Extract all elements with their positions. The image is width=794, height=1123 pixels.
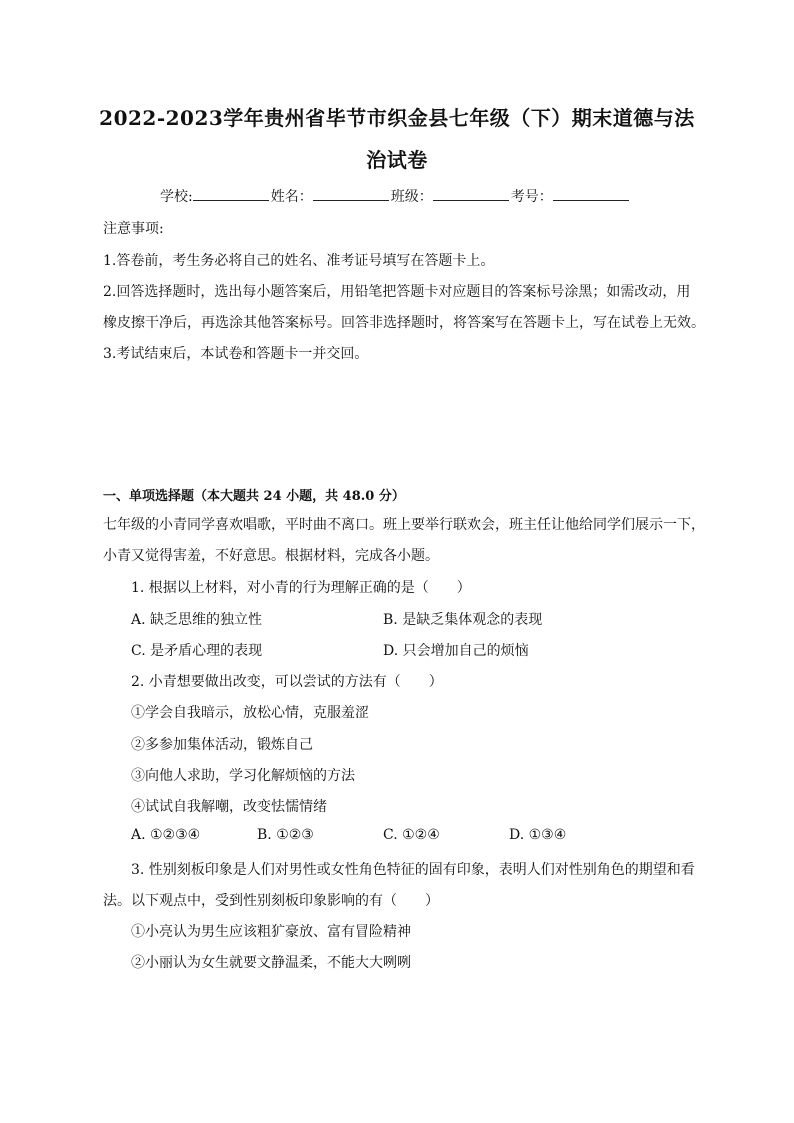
- q2-statement: ①学会自我暗示，放松心情，克服羞涩: [131, 705, 369, 721]
- notice-item: 1.答卷前，考生务必将自己的姓名、准考证号填写在答题卡上。: [103, 253, 495, 269]
- q2-option-b: B. ①②③: [257, 827, 314, 843]
- notice-item: 3.考试结束后，本试卷和答题卡一并交回。: [103, 346, 369, 362]
- question-3-stem: 法。以下观点中，受到性别刻板印象影响的有（ ）: [103, 893, 439, 909]
- name-blank: [313, 186, 389, 201]
- q3-statement: ①小亮认为男生应该粗犷豪放、富有冒险精神: [131, 924, 411, 940]
- q1-option-b: B. 是缺乏集体观念的表现: [383, 612, 543, 628]
- q2-option-a: A. ①②③④: [131, 827, 201, 843]
- question-2-stem: 2. 小青想要做出改变，可以尝试的方法有（ ）: [131, 674, 443, 690]
- q2-statement: ③向他人求助，学习化解烦恼的方法: [131, 768, 355, 784]
- q2-option-c: C. ①②④: [383, 827, 440, 843]
- notice-item: 2.回答选择题时，选出每小题答案后，用铅笔把答题卡对应题目的答案标号涂黑；如需改动，用: [103, 284, 691, 300]
- question-3-stem: 3. 性别刻板印象是人们对男性或女性角色特征的固有印象，表明人们对性别角色的期望和看: [131, 862, 695, 878]
- number-blank: [553, 186, 629, 201]
- exam-title-line2: 治试卷: [366, 148, 428, 172]
- class-label: 班级：: [390, 189, 433, 205]
- class-blank: [433, 186, 509, 201]
- q1-option-c: C. 是矛盾心理的表现: [131, 643, 263, 659]
- material-text: 小青又觉得害羞，不好意思。根据材料，完成各小题。: [103, 548, 439, 564]
- notice-heading: 注意事项:: [103, 221, 164, 237]
- question-1-stem: 1. 根据以上材料，对小青的行为理解正确的是（ ）: [131, 580, 471, 596]
- q1-option-a: A. 缺乏思维的独立性: [131, 612, 263, 628]
- name-label: 姓名：: [270, 189, 313, 205]
- material-text: 七年级的小青同学喜欢唱歌，平时曲不离口。班上要举行联欢会，班主任让他给同学们展示一下，: [103, 517, 705, 533]
- section-heading: 一、单项选择题（本大题共 24 小题，共 48.0 分）: [103, 489, 405, 504]
- student-info-row: [160, 186, 631, 206]
- q2-statement: ②多参加集体活动，锻炼自己: [131, 737, 313, 753]
- notice-item: 橡皮擦干净后，再选涂其他答案标号。回答非选择题时，将答案写在答题卡上，写在试卷上无效。: [103, 315, 705, 331]
- exam-title-line1: 2022-2023学年贵州省毕节市织金县七年级（下）期末道德与法: [99, 106, 695, 130]
- school-blank: [193, 186, 269, 201]
- q2-statement: ④试试自我解嘲，改变怯懦情绪: [131, 799, 327, 815]
- q3-statement: ②小丽认为女生就要文静温柔，不能大大咧咧: [131, 955, 411, 971]
- q2-option-d: D. ①③④: [509, 827, 567, 843]
- q1-option-d: D. 只会增加自己的烦恼: [383, 643, 529, 659]
- school-label: 学校:: [160, 189, 193, 205]
- number-label: 考号：: [510, 189, 553, 205]
